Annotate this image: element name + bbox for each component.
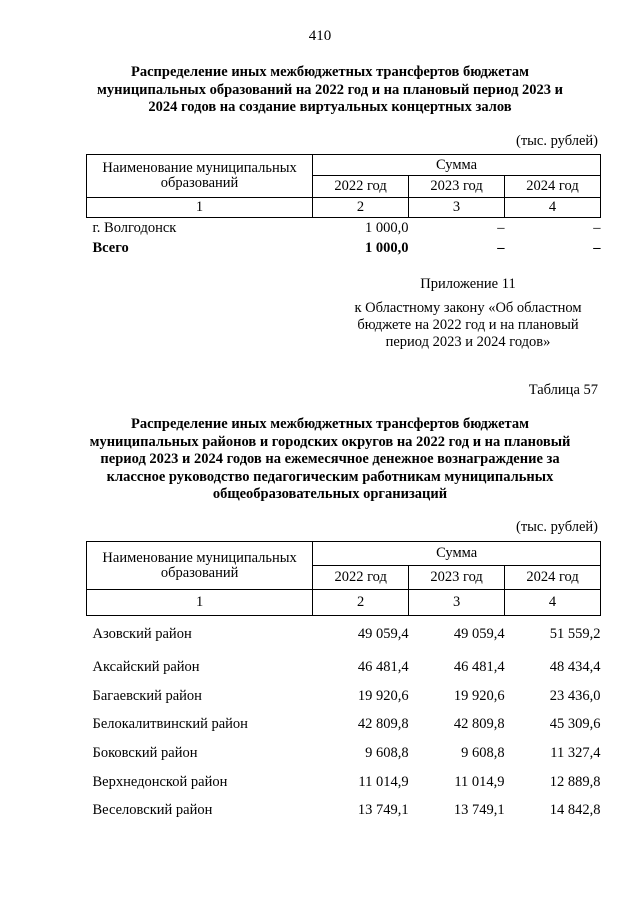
cell-2024: 11 327,4 bbox=[550, 744, 601, 761]
cell-2024: 48 434,4 bbox=[549, 658, 601, 675]
cell-2023: 46 481,4 bbox=[453, 658, 505, 675]
header-year: 2024 год bbox=[505, 176, 601, 198]
header-year: 2023 год bbox=[409, 566, 505, 590]
cell-2024: 51 559,2 bbox=[549, 625, 601, 642]
header-col-number: 1 bbox=[87, 198, 313, 218]
header-col-number: 3 bbox=[409, 198, 505, 218]
header-year: 2022 год bbox=[313, 566, 409, 590]
appendix-line: бюджете на 2022 год и на плановый bbox=[357, 317, 579, 333]
title-line: Распределение иных межбюджетных трансфертов бюджетам bbox=[131, 64, 529, 80]
table-row bbox=[87, 711, 601, 739]
section2-title bbox=[60, 416, 600, 504]
cell-2023: 9 608,8 bbox=[461, 744, 505, 761]
total-row bbox=[87, 239, 601, 259]
cell-2022: 1 000,0 bbox=[365, 219, 409, 236]
cell-2023: 49 059,4 bbox=[453, 625, 505, 642]
row-name: Верхнедонской район bbox=[92, 773, 228, 790]
header-col-number: 4 bbox=[505, 590, 601, 616]
title-line: период 2023 и 2024 годов на ежемесячное денежное вознаграждение за bbox=[100, 451, 560, 467]
title-line: муниципальных районов и городских округов на 2022 год и на плановый bbox=[89, 433, 571, 450]
cell-2024: – bbox=[593, 240, 601, 256]
row-name: Аксайский район bbox=[92, 658, 200, 675]
header-col-number: 4 bbox=[505, 198, 601, 218]
header-year: 2023 год bbox=[409, 176, 505, 198]
cell-2022: 49 059,4 bbox=[357, 625, 409, 642]
cell-2022: 19 920,6 bbox=[357, 687, 409, 704]
table-row bbox=[87, 768, 601, 797]
table-row bbox=[87, 797, 601, 825]
header-year: 2024 год bbox=[505, 566, 601, 590]
table-row bbox=[87, 218, 601, 239]
table-row bbox=[87, 653, 601, 682]
cell-2022: 46 481,4 bbox=[357, 658, 409, 675]
header-name: Наименование муниципальных образований bbox=[87, 155, 313, 198]
cell-2023: 13 749,1 bbox=[453, 802, 505, 818]
row-name: Белокалитвинский район bbox=[92, 716, 248, 732]
cell-2024: 45 309,6 bbox=[549, 716, 601, 732]
page-number: 410 bbox=[308, 28, 332, 44]
table-row bbox=[87, 616, 601, 653]
header-sum: Сумма bbox=[313, 542, 601, 566]
cell-2022: 42 809,8 bbox=[357, 716, 409, 732]
header-name: Наименование муниципальных образований bbox=[87, 542, 313, 590]
cell-2022: 9 608,8 bbox=[365, 744, 409, 761]
row-name: г. Волгодонск bbox=[92, 219, 177, 236]
cell-2023: – bbox=[497, 240, 505, 256]
row-name: Боковский район bbox=[92, 744, 198, 761]
cell-2024: 23 436,0 bbox=[549, 687, 601, 704]
row-name: Багаевский район bbox=[92, 687, 202, 704]
title-line: 2024 годов на создание виртуальных концертных залов bbox=[148, 99, 512, 115]
row-name: Веселовский район bbox=[92, 802, 213, 818]
cell-2024: – bbox=[593, 219, 601, 236]
cell-2023: 11 014,9 bbox=[454, 773, 505, 790]
cell-2022: 13 749,1 bbox=[357, 802, 409, 818]
cell-2022: 1 000,0 bbox=[365, 240, 409, 256]
appendix-line: период 2023 и 2024 годов» bbox=[385, 334, 551, 350]
appendix-line: к Областному закону «Об областном bbox=[354, 300, 582, 316]
cell-2023: 19 920,6 bbox=[453, 687, 505, 704]
cell-2024: 14 842,8 bbox=[549, 802, 601, 818]
table-row bbox=[87, 739, 601, 768]
appendix-reference bbox=[336, 300, 600, 351]
section1-unit: (тыс. рублей) bbox=[516, 133, 598, 149]
cell-2023: – bbox=[497, 219, 505, 236]
title-line: классное руководство педагогическим работникам муниципальных bbox=[106, 468, 554, 485]
table-row bbox=[87, 682, 601, 711]
section2-table bbox=[86, 541, 601, 825]
cell-2022: 11 014,9 bbox=[358, 773, 409, 790]
header-sum: Сумма bbox=[313, 155, 601, 176]
cell-2023: 42 809,8 bbox=[453, 716, 505, 732]
cell-2024: 12 889,8 bbox=[549, 773, 601, 790]
title-line: муниципальных образований на 2022 год и на плановый период 2023 и bbox=[96, 81, 564, 98]
section1-title bbox=[60, 64, 600, 117]
title-line: общеобразовательных организаций bbox=[212, 486, 448, 502]
section2-unit: (тыс. рублей) bbox=[516, 519, 598, 535]
appendix-label: Приложение 11 bbox=[420, 276, 516, 292]
table-number: Таблица 57 bbox=[528, 382, 598, 398]
header-col-number: 2 bbox=[313, 198, 409, 218]
header-year: 2022 год bbox=[313, 176, 409, 198]
header-col-number: 2 bbox=[313, 590, 409, 616]
row-name: Всего bbox=[92, 240, 129, 256]
header-col-number: 3 bbox=[409, 590, 505, 616]
section1-table bbox=[86, 154, 601, 259]
title-line: Распределение иных межбюджетных трансфертов бюджетам bbox=[131, 416, 529, 432]
header-col-number: 1 bbox=[87, 590, 313, 616]
row-name: Азовский район bbox=[92, 625, 192, 642]
